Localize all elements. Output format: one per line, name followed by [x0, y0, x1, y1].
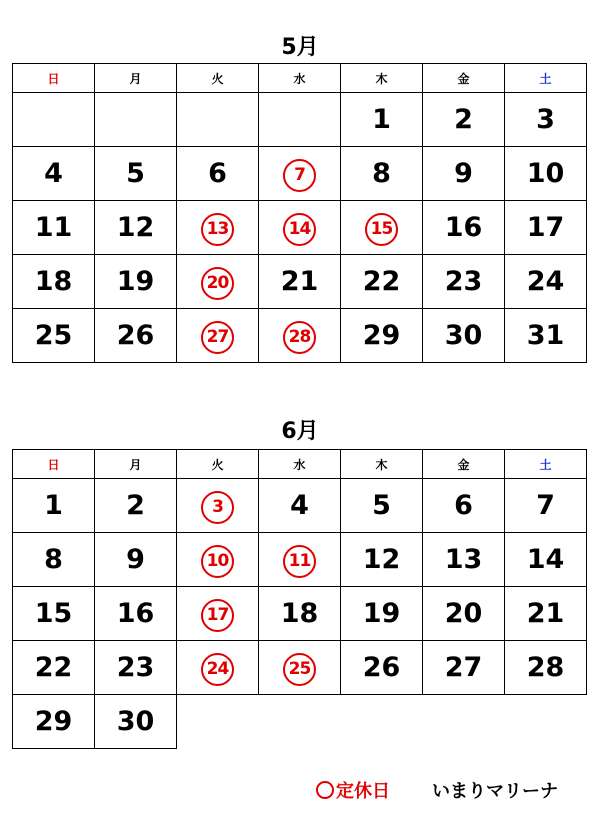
day-cell [259, 309, 341, 363]
closed-day-number: 27 [201, 321, 234, 354]
week-row [13, 695, 587, 749]
week-row [13, 309, 587, 363]
day-cell [177, 641, 259, 695]
day-number: 5 [126, 158, 145, 189]
week-row [13, 641, 587, 695]
day-cell [505, 255, 587, 309]
week-row [13, 255, 587, 309]
day-number: 4 [44, 158, 63, 189]
day-cell [95, 587, 177, 641]
weekday-header: 水 [259, 450, 341, 479]
month-title-june: 6月 [281, 419, 319, 444]
day-cell [13, 255, 95, 309]
day-cell [13, 587, 95, 641]
weekday-header: 土 [505, 64, 587, 93]
weekday-header: 木 [341, 450, 423, 479]
closed-day-number: 20 [201, 267, 234, 300]
day-number: 29 [362, 320, 401, 351]
day-cell [259, 641, 341, 695]
day-number: 9 [454, 158, 473, 189]
circle-icon [316, 781, 334, 799]
empty-cell [177, 93, 259, 147]
day-cell [341, 641, 423, 695]
day-cell [13, 309, 95, 363]
week-row [13, 587, 587, 641]
day-number: 27 [444, 652, 483, 683]
week-row [13, 201, 587, 255]
day-cell [177, 533, 259, 587]
day-number: 31 [526, 320, 565, 351]
closed-day-number: 17 [201, 599, 234, 632]
day-cell [423, 201, 505, 255]
day-number: 12 [116, 212, 155, 243]
day-cell [259, 533, 341, 587]
empty-cell [341, 695, 423, 749]
weekday-header: 火 [177, 450, 259, 479]
day-cell [341, 147, 423, 201]
empty-cell [505, 695, 587, 749]
weekday-header: 金 [423, 450, 505, 479]
day-cell [341, 479, 423, 533]
day-cell [13, 201, 95, 255]
day-cell [505, 93, 587, 147]
day-number: 5 [372, 490, 391, 521]
day-number: 6 [454, 490, 473, 521]
day-number: 30 [444, 320, 483, 351]
weekday-header-row [13, 64, 587, 93]
day-number: 23 [444, 266, 483, 297]
day-cell [259, 147, 341, 201]
day-number: 18 [280, 598, 319, 629]
closed-day-number: 7 [283, 159, 316, 192]
day-number: 18 [34, 266, 73, 297]
weekday-header: 月 [95, 450, 177, 479]
day-cell [341, 533, 423, 587]
day-number: 20 [444, 598, 483, 629]
day-number: 29 [34, 706, 73, 737]
closed-day-number: 14 [283, 213, 316, 246]
day-number: 21 [280, 266, 319, 297]
day-cell [177, 255, 259, 309]
legend-label: 定休日 [336, 781, 390, 802]
day-cell [341, 201, 423, 255]
day-cell [423, 587, 505, 641]
footer [0, 775, 600, 805]
day-number: 26 [362, 652, 401, 683]
day-number: 13 [444, 544, 483, 575]
day-cell [259, 479, 341, 533]
day-number: 25 [34, 320, 73, 351]
day-cell [423, 93, 505, 147]
week-row [13, 533, 587, 587]
day-number: 2 [126, 490, 145, 521]
day-cell [177, 309, 259, 363]
week-row [13, 479, 587, 533]
day-number: 4 [290, 490, 309, 521]
day-cell [423, 641, 505, 695]
day-number: 17 [526, 212, 565, 243]
empty-cell [423, 695, 505, 749]
day-number: 23 [116, 652, 155, 683]
day-cell [177, 147, 259, 201]
day-cell [423, 255, 505, 309]
weekday-header: 日 [13, 450, 95, 479]
weekday-header: 日 [13, 64, 95, 93]
weekday-header-row [13, 450, 587, 479]
day-number: 21 [526, 598, 565, 629]
day-number: 14 [526, 544, 565, 575]
day-number: 16 [444, 212, 483, 243]
day-cell [423, 147, 505, 201]
day-cell [423, 479, 505, 533]
closed-day-legend [316, 777, 390, 803]
weekday-header: 土 [505, 450, 587, 479]
closed-day-number: 28 [283, 321, 316, 354]
week-row [13, 147, 587, 201]
day-cell [341, 255, 423, 309]
closed-day-number: 13 [201, 213, 234, 246]
day-cell [341, 587, 423, 641]
day-number: 26 [116, 320, 155, 351]
day-cell [13, 533, 95, 587]
day-cell [177, 201, 259, 255]
day-cell [177, 587, 259, 641]
day-number: 8 [372, 158, 391, 189]
day-cell [13, 479, 95, 533]
closed-day-number: 3 [201, 491, 234, 524]
closed-day-number: 11 [283, 545, 316, 578]
day-cell [95, 309, 177, 363]
day-number: 30 [116, 706, 155, 737]
weekday-header: 火 [177, 64, 259, 93]
day-number: 1 [44, 490, 63, 521]
day-cell [505, 309, 587, 363]
day-number: 12 [362, 544, 401, 575]
day-cell [95, 533, 177, 587]
day-cell [341, 309, 423, 363]
day-number: 28 [526, 652, 565, 683]
day-cell [13, 147, 95, 201]
day-number: 19 [362, 598, 401, 629]
day-number: 24 [526, 266, 565, 297]
day-cell [341, 93, 423, 147]
closed-day-number: 15 [365, 213, 398, 246]
day-cell [95, 641, 177, 695]
day-number: 7 [536, 490, 555, 521]
day-cell [423, 309, 505, 363]
day-number: 10 [526, 158, 565, 189]
weekday-header: 月 [95, 64, 177, 93]
day-cell [95, 201, 177, 255]
empty-cell [95, 93, 177, 147]
day-cell [505, 479, 587, 533]
day-cell [95, 695, 177, 749]
empty-cell [177, 695, 259, 749]
day-number: 11 [34, 212, 73, 243]
day-cell [423, 533, 505, 587]
day-number: 2 [454, 104, 473, 135]
day-number: 16 [116, 598, 155, 629]
day-number: 15 [34, 598, 73, 629]
day-number: 22 [362, 266, 401, 297]
day-cell [13, 695, 95, 749]
day-cell [505, 201, 587, 255]
empty-cell [13, 93, 95, 147]
closed-day-number: 24 [201, 653, 234, 686]
day-number: 9 [126, 544, 145, 575]
month-title-may: 5月 [281, 35, 319, 60]
closed-day-number: 25 [283, 653, 316, 686]
day-cell [95, 147, 177, 201]
day-cell [505, 641, 587, 695]
empty-cell [259, 93, 341, 147]
day-cell [259, 201, 341, 255]
day-number: 1 [372, 104, 391, 135]
calendar-may [12, 63, 587, 363]
shop-name: いまりマリーナ [432, 781, 558, 802]
calendar-june [12, 449, 587, 749]
day-number: 8 [44, 544, 63, 575]
day-cell [95, 255, 177, 309]
week-row [13, 93, 587, 147]
day-cell [505, 533, 587, 587]
day-number: 19 [116, 266, 155, 297]
day-cell [259, 255, 341, 309]
day-cell [177, 479, 259, 533]
closed-day-number: 10 [201, 545, 234, 578]
day-cell [259, 587, 341, 641]
day-number: 6 [208, 158, 227, 189]
day-number: 3 [536, 104, 555, 135]
weekday-header: 木 [341, 64, 423, 93]
weekday-header: 水 [259, 64, 341, 93]
day-cell [13, 641, 95, 695]
day-cell [505, 587, 587, 641]
weekday-header: 金 [423, 64, 505, 93]
day-number: 22 [34, 652, 73, 683]
day-cell [505, 147, 587, 201]
empty-cell [259, 695, 341, 749]
day-cell [95, 479, 177, 533]
